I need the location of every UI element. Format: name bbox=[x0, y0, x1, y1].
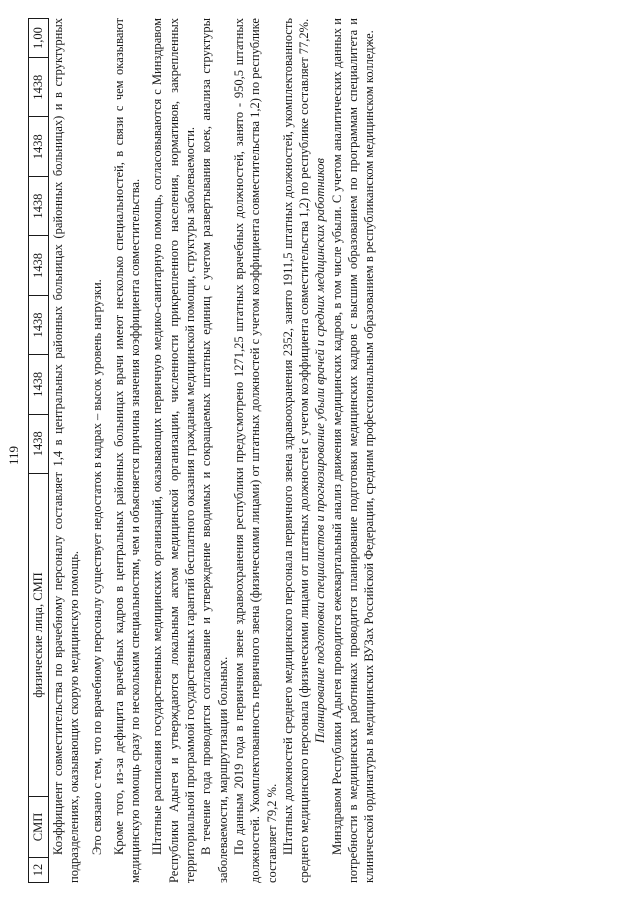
table-cell-description: физические лица, СМП bbox=[29, 474, 49, 797]
table-cell-value: 1438 bbox=[29, 117, 49, 176]
table-cell-value: 1438 bbox=[29, 176, 49, 235]
paragraph-coefficient: Коэффициент совместительства по врачебному персоналу составляет 1,4 в центральных районных больницах (районных больницах) и в структурных подразделениях, оказывающих скорую медицинскую помощь. bbox=[51, 18, 82, 883]
table-cell-value: 1438 bbox=[29, 236, 49, 295]
paragraph-nurse-positions: Штатных должностей среднего медицинского персонала первичного звена здравоохранения 2352, занято 1911,5 штатных должностей, укомплектованность среднего медицинского персонала (физическими лицами от штатных должностей с учетом коэффициента совместительства 1,2) по республике составляет 77,2%. bbox=[280, 18, 312, 883]
table-cell-value: 1438 bbox=[29, 355, 49, 414]
body-text bbox=[50, 18, 378, 883]
paragraph-doctor-positions: По данным 2019 года в первичном звене здравоохранения республики предусмотрено 1271,25 штатных врачебных должностей, занято - 950,5 штатных должностей. Укомплектованность первичного звена (физическими лицами) от штатных должностей с учетом коэффициента совместительства 1,2) по республике составляет 79,2 %. bbox=[231, 18, 279, 883]
paragraph-annual-approval: В течение года проводится согласование и утверждение вводимых и сокращаемых штатных единиц с учетом развертывания коек, анализа структуры заболеваемости, маршрутизации больных. bbox=[199, 18, 230, 883]
paragraph-specialties: Кроме того, из-за дефицита врачебных кадров в центральных районных больницах врачи имеют несколько специальностей, в связи с чем оказывают медицинскую помощь сразу по нескольким специальностям, чем и объясняется причина значения коэффициента совместительства. bbox=[111, 18, 143, 883]
paragraph-planning: Минздравом Республики Адыгея проводится ежеквартальный анализ движения медицинских кадров, в том числе убыли. С учетом аналитических данных и потребности в медицинских работниках проводится планирование подготовки медицинских кадров с высшим образованием по программам специалитета и клинической ординатуры в медицинских ВУЗах Российской Федерации, средним профессиональным образованием в республиканском медицинском колледже. bbox=[329, 18, 377, 883]
paragraph-staff-schedules: Штатные расписания государственных медицинских организаций, оказывающих первичную медико-санитарную помощь, согласовываются с Минздравом Республики Адыгея и утверждаются локальным актом медицинской организации, численности прикрепленного населения, нормативов, закрепленных территориальной программой государственных гарантий бесплатного оказания гражданам медицинской помощи, структуры заболеваемости. bbox=[150, 18, 198, 883]
table-cell-value: 1438 bbox=[29, 295, 49, 354]
section-heading: Планирование подготовки специалистов и прогнозирование убыли врачей и средних медицинских работников bbox=[313, 158, 328, 743]
table-row bbox=[29, 19, 49, 883]
table-cell-category: СМП bbox=[29, 797, 49, 858]
table-cell-index: 12 bbox=[29, 858, 49, 883]
table-cell-ratio: 1,00 bbox=[29, 19, 49, 58]
table-cell-value: 1438 bbox=[29, 414, 49, 473]
table-cell-value: 1438 bbox=[29, 58, 49, 117]
page-number: 119 bbox=[6, 445, 21, 465]
staffing-table-row bbox=[28, 18, 49, 883]
paragraph-shortage: Это связано с тем, что по врачебному персоналу существует недостаток в кадрах – высок уровень нагрузки. bbox=[89, 279, 104, 855]
